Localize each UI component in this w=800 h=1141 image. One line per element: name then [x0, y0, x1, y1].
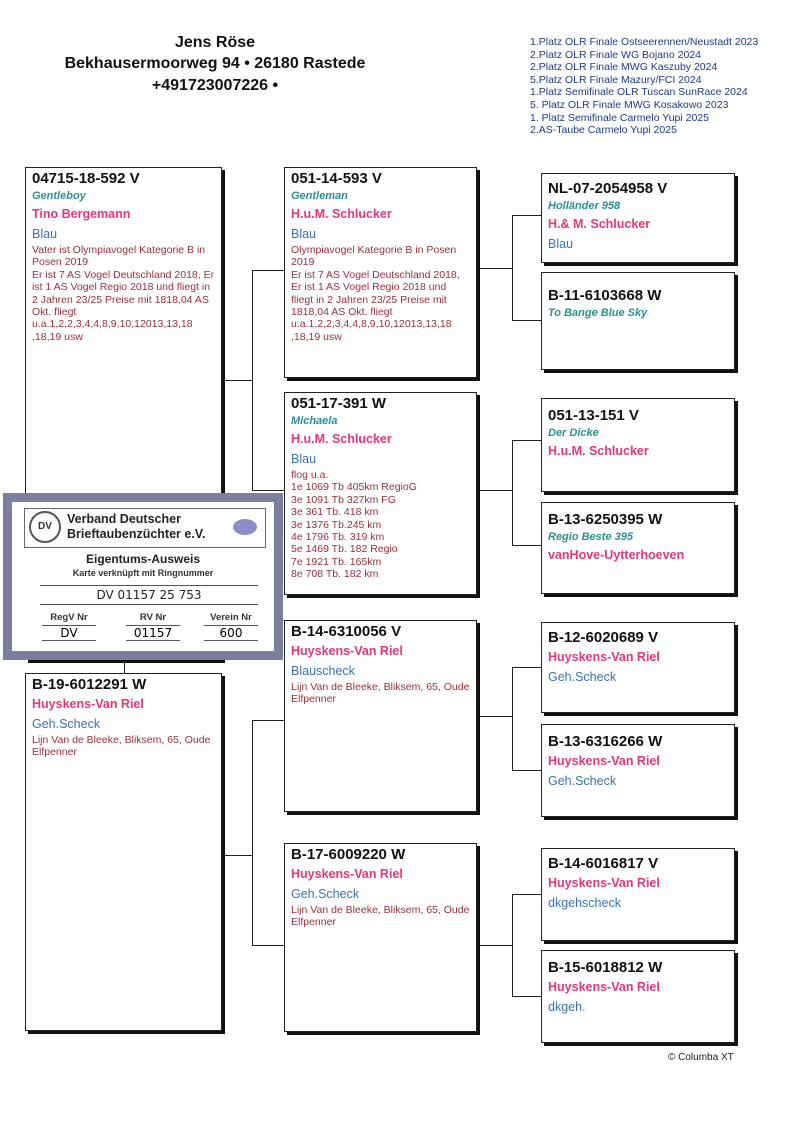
ring-number: 04715-18-592 V	[32, 170, 140, 187]
achievement: 2.AS-Taube Carmelo Yupi 2025	[530, 124, 677, 137]
footer-copyright: © Columba XT	[668, 1052, 734, 1063]
ring-number: B-11-6103668 W	[548, 287, 662, 304]
connector	[512, 894, 541, 895]
achievement: 1. Platz Semifinale Carmelo Yupi 2025	[530, 111, 709, 124]
connector	[222, 380, 252, 381]
owner: vanHove-Uytterhoeven	[548, 548, 685, 562]
color: dkgehscheck	[548, 896, 621, 910]
connector	[252, 720, 284, 721]
ring-number: B-14-6310056 V	[291, 623, 402, 640]
achievement: 1.Platz OLR Finale Ostseerennen/Neustadt 2023	[530, 36, 759, 48]
card-title: Eigentums-Ausweis	[85, 552, 201, 566]
achievement: 2.Platz OLR Finale MWG Kaszuby 2024	[530, 61, 718, 74]
ring-number: 051-17-391 W	[291, 395, 387, 412]
ownership-card	[3, 493, 283, 660]
connector	[124, 660, 125, 673]
achievement: 2.Platz OLR Finale WG Bojano 2024	[530, 48, 702, 61]
verein-field	[204, 612, 258, 641]
pigeon-card-dsd	[541, 724, 735, 817]
connector	[252, 490, 284, 491]
connector	[512, 440, 513, 546]
connector	[252, 270, 253, 491]
owner: Huyskens-Van Riel	[548, 980, 660, 994]
info: flog u.a. 1e 1069 Tb 405km RegioG 3e 1091 Tb 327km FG 3e 361 Tb. 418 km 3e 1376 Tb.245 km 4e 1796 Tb. 319 km 5e 1469 Tb. 182 Regio 7e 1921 Tb. 165km 8e 708 Tb. 182 km	[291, 469, 417, 581]
association-logo-icon: DV	[29, 511, 61, 543]
pigeon-card-sdd	[541, 502, 735, 594]
color: Blau	[32, 227, 58, 241]
info: Olympiavogel Kategorie B in Posen 2019 Er ist 7 AS Vogel Deutschland 2018, Er ist 1 AS Vogel Regio 2018 und fliegt in 2 Jahren 23/25 Preise mit 1818,04 AS Okt. fliegt u.a.1,2,2,3,4,4,8,9,10,12013,13,18 ,18,19 usw	[291, 244, 460, 343]
connector	[512, 440, 541, 441]
color: dkgeh.	[548, 1000, 586, 1014]
color: Geh.Scheck	[32, 717, 101, 731]
owner: Huyskens-Van Riel	[548, 876, 660, 890]
owner: Huyskens-Van Riel	[291, 867, 403, 881]
pigeon-card-dam-sire	[284, 620, 477, 812]
pigeon-name: Regio Beste 395	[548, 531, 633, 543]
owner: H.u.M. Schlucker	[291, 432, 392, 446]
org-line1: Verband Deutscher	[67, 512, 181, 526]
achievements-list	[530, 36, 760, 137]
card-ring-number: DV 01157 25 753	[40, 585, 258, 605]
connector	[477, 945, 512, 946]
pigeon-card-dam-dam	[284, 843, 477, 1032]
color: Blau	[548, 237, 574, 251]
pigeon-card-sire-sire	[284, 167, 477, 378]
owner: Tino Bergemann	[32, 207, 131, 221]
pigeon-card-sire-dam	[284, 392, 477, 595]
pigeon-name: To Bange Blue Sky	[548, 307, 648, 319]
ring-number: 051-14-593 V	[291, 170, 382, 187]
connector	[512, 996, 541, 997]
ring-number: B-13-6250395 W	[548, 511, 663, 528]
color: Geh.Scheck	[548, 774, 617, 788]
ring-number: B-13-6316266 W	[548, 733, 663, 750]
connector	[512, 667, 541, 668]
pigeon-card-sds	[541, 398, 735, 492]
pigeon-card-dds	[541, 848, 735, 941]
achievement: 5. Platz OLR Finale MWG Kosakowo 2023	[530, 98, 729, 111]
ring-number: NL-07-2054958 V	[548, 180, 668, 197]
connector	[477, 716, 512, 717]
ring-number: B-17-6009220 W	[291, 846, 406, 863]
connector	[512, 320, 541, 321]
achievement: 1.Platz Semifinale OLR Tuscan SunRace 2024	[530, 86, 748, 99]
connector	[252, 270, 284, 271]
association-header	[24, 508, 266, 548]
pigeon-icon	[233, 519, 257, 535]
info: Lijn Van de Bleeke, Bliksem, 65, Oude Elfpenner	[32, 734, 211, 759]
ring-number: B-12-6020689 V	[548, 629, 659, 646]
breeder-address: Bekhausermoorweg 94 • 26180 Rastede	[64, 55, 366, 72]
connector	[252, 945, 284, 946]
connector	[512, 215, 513, 321]
pigeon-card-ssd	[541, 272, 735, 370]
connector	[512, 667, 513, 771]
connector	[512, 215, 541, 216]
org-line2: Brieftaubenzüchter e.V.	[67, 527, 206, 541]
owner: Huyskens-Van Riel	[291, 644, 403, 658]
regv-value: DV	[42, 625, 96, 641]
card-subtitle: Karte verknüpft mit Ringnummer	[72, 568, 214, 578]
connector	[512, 545, 541, 546]
pigeon-card-ddd	[541, 950, 735, 1043]
owner: H.u.M. Schlucker	[291, 207, 392, 221]
info: Vater ist Olympiavogel Kategorie B in Posen 2019 Er ist 7 AS Vogel Deutschland 2018, Er ist 1 AS Vogel Regio 2018 und fliegt in 2 Jahren 23/25 Preise mit 1818,04 AS Okt. fliegt u.a.1,2,2,3,4,4,8,9,10,12013,13,18 ,18,19 usw	[32, 244, 215, 343]
owner: H.& M. Schlucker	[548, 217, 651, 231]
pigeon-name: Holländer 958	[548, 200, 621, 212]
verein-value: 600	[204, 625, 258, 641]
info: Lijn Van de Bleeke, Bliksem, 65, Oude Elfpenner	[291, 681, 470, 706]
pigeon-name: Michaela	[291, 415, 338, 427]
connector	[512, 894, 513, 997]
connector	[252, 720, 253, 945]
connector	[477, 490, 512, 491]
pigeon-card-dam	[25, 673, 222, 1031]
owner: Huyskens-Van Riel	[548, 650, 660, 664]
breeder-phone: +491723007226 •	[151, 77, 279, 94]
pigeon-name: Der Dicke	[548, 427, 599, 439]
owner: Huyskens-Van Riel	[548, 754, 660, 768]
connector	[512, 770, 541, 771]
color: Geh.Scheck	[291, 887, 360, 901]
color: Blau	[291, 227, 317, 241]
achievement: 5.Platz OLR Finale Mazury/FCI 2024	[530, 73, 702, 86]
color: Geh.Scheck	[548, 670, 617, 684]
pigeon-card-dss	[541, 622, 735, 713]
owner: Huyskens-Van Riel	[32, 697, 144, 711]
connector	[477, 268, 512, 269]
rv-value: 01157	[126, 625, 180, 641]
pigeon-name: Gentleboy	[32, 190, 86, 202]
verein-label: Verein Nr	[210, 612, 252, 623]
ring-number: 051-13-151 V	[548, 407, 639, 424]
association-name	[67, 512, 205, 542]
pigeon-name: Gentleman	[291, 190, 348, 202]
regv-field	[42, 612, 96, 641]
color: Blauscheck	[291, 664, 355, 678]
ring-number: B-19-6012291 W	[32, 676, 147, 693]
rv-field	[126, 612, 180, 641]
ring-number: B-14-6016817 V	[548, 855, 659, 872]
info: Lijn Van de Bleeke, Bliksem, 65, Oude Elfpenner	[291, 904, 470, 929]
ring-number: B-15-6018812 W	[548, 959, 663, 976]
regv-label: RegV Nr	[50, 612, 88, 623]
color: Blau	[291, 452, 317, 466]
rv-label: RV Nr	[139, 612, 167, 623]
owner: H.u.M. Schlucker	[548, 444, 649, 458]
pigeon-card-sss	[541, 173, 735, 263]
connector	[222, 855, 252, 856]
breeder-name: Jens Röse	[174, 34, 256, 51]
